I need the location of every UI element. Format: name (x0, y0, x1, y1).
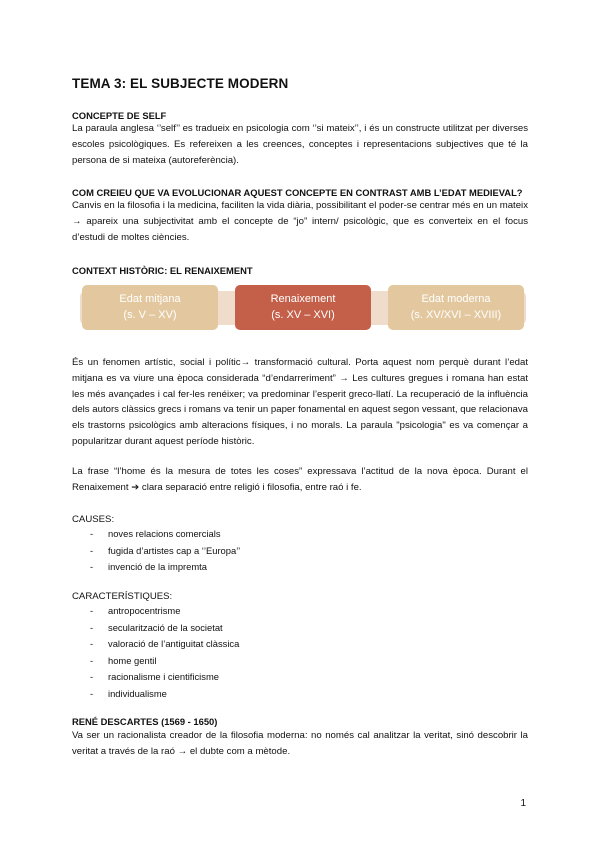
renaissance-paragraph: És un fenomen artístic, social i polític→ transformació cultural. Porta aquest nom perquè durant l’edat mitjana es va viure una època considerada “d’endarreriment” → Les cultures gregues i romana han estat les més avançades i cal fer-les renéixer; va predominar l’esperit greco-llatí. La recuperació de la influència dels autors clàssics grecs i romans va tenir un paper fonamental en aquest segon vessant, que relacionava els trastorns psicològics amb alteracions físiques, i no morals. La paraula "psicologia" es va començar a popularitzar durant aquest període històric. (72, 357, 528, 447)
timeline-renaissance (235, 285, 371, 330)
list-item: - secularització de la societat (90, 620, 239, 637)
list-item: - noves relacions comercials (90, 526, 240, 543)
list-item: - individualisme (90, 686, 239, 703)
context-heading: CONTEXT HISTÒRIC: EL RENAIXEMENT (72, 265, 253, 276)
timeline-medieval-period: (s. V – XV) (123, 309, 177, 321)
bullet-dash: - (90, 621, 94, 633)
timeline-modern-period: (s. XV/XVI – XVIII) (410, 309, 502, 321)
descartes-heading: RENÉ DESCARTES (1569 - 1650) (72, 716, 218, 727)
list-item: - valoració de l’antiguitat clàssica (90, 636, 239, 653)
renaissance-quote-paragraph: La frase “l’home és la mesura de totes les coses” expressava l’actitud de la nova època. Durant el Renaixement ➔ clara separació entre religió i filosofia, entre raó i fe. (72, 466, 528, 493)
causes-heading: CAUSES: (72, 514, 115, 525)
page-title: TEMA 3: EL SUBJECTE MODERN (72, 76, 289, 91)
timeline-renaissance-name: Renaixement (270, 293, 336, 305)
list-item: - fugida d’artistes cap a ‘’Europa’’ (90, 543, 240, 560)
features-heading: CARACTERÍSTIQUES: (72, 591, 173, 602)
timeline-renaissance-period: (s. XV – XVI) (271, 309, 335, 321)
features-list (90, 603, 239, 702)
list-item: - home gentil (90, 653, 239, 670)
evolution-heading: COM CREIEU QUE VA EVOLUCIONAR AQUEST CONCEPTE EN CONTRAST AMB L’EDAT MEDIEVAL? (72, 187, 523, 198)
evolution-paragraph: Canvis en la filosofia i la medicina, faciliten la vida diària, possibilitant el poder-se centrar més en un mateix → apareix una subjectivitat amb el concepte de “jo” intern/ psicològic, que es converteix en el focus d’estudi de moltes ciències. (72, 200, 528, 243)
list-item: - invenció de la impremta (90, 559, 240, 576)
causes-list (90, 526, 240, 576)
page-number: 1 (520, 798, 526, 809)
list-item: - antropocentrisme (90, 603, 239, 620)
bullet-dash: - (90, 687, 94, 699)
bullet-dash: - (90, 544, 94, 556)
timeline-modern (388, 285, 524, 330)
bullet-dash: - (90, 605, 94, 616)
bullet-dash: - (90, 638, 94, 649)
bullet-dash: - (90, 561, 94, 572)
timeline-diagram (80, 285, 526, 330)
self-heading: CONCEPTE DE SELF (72, 110, 167, 121)
bullet-dash: - (90, 671, 94, 682)
bullet-dash: - (90, 528, 94, 539)
self-paragraph: La paraula anglesa ‘’self’’ es tradueix en psicologia com ‘’si mateix’’, i és un constructe utilitzat per diverses escoles psicològiques. Es refereixen a les creences, conceptes i representacions subjectives que té la persona de si mateixa (autoreferència). (72, 123, 528, 166)
descartes-paragraph: Va ser un racionalista creador de la filosofia moderna: no només cal analitzar la veritat, sinó descobrir la veritat a través de la raó → el dubte com a mètode. (72, 730, 528, 757)
timeline-medieval-name: Edat mitjana (119, 293, 181, 305)
bullet-dash: - (90, 654, 94, 666)
list-item: - racionalisme i cientificisme (90, 669, 239, 686)
timeline-modern-name: Edat moderna (421, 293, 491, 305)
timeline-medieval (82, 285, 218, 330)
